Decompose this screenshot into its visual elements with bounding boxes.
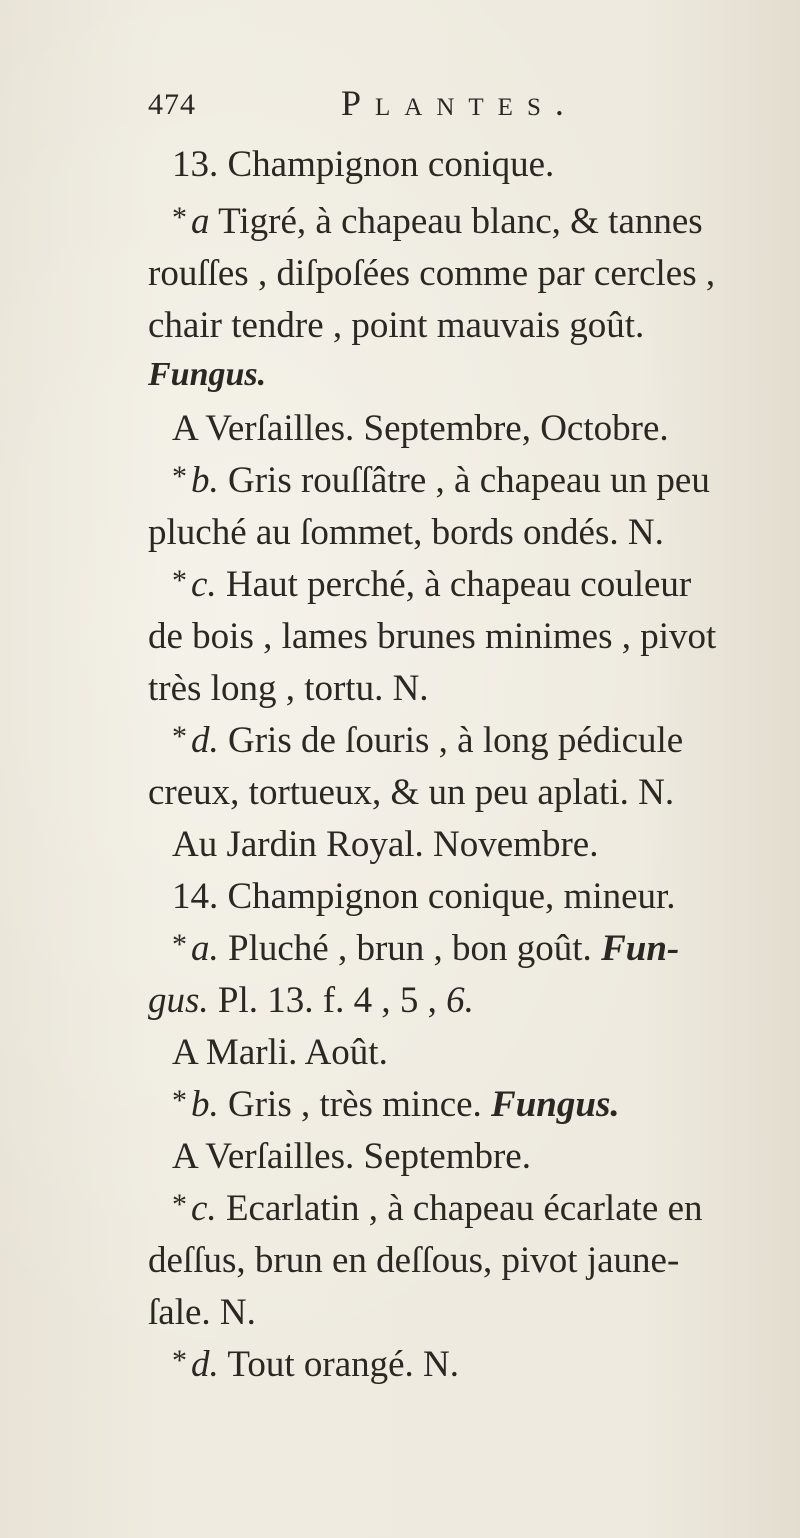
variety-letter: a.	[191, 928, 219, 969]
entry-13d	[172, 722, 800, 759]
page-header	[148, 82, 668, 132]
latin-name: Fungus.	[148, 356, 267, 393]
entry-14c	[172, 1190, 800, 1227]
asterisk-mark: *	[172, 720, 187, 753]
entry-13b	[172, 462, 800, 499]
entry-text: Tigré, à chapeau blanc, & tannes	[209, 201, 703, 242]
page-number: 474	[148, 88, 196, 121]
latin-name: Fungus.	[491, 1084, 620, 1125]
text-line: chair tendre , point mauvais goût.	[148, 305, 645, 346]
asterisk-mark: *	[172, 460, 187, 493]
location-line: Au Jardin Royal. Novembre.	[172, 824, 599, 865]
entry-heading-14: 14. Champignon conique, mineur.	[172, 876, 676, 917]
asterisk-mark: *	[172, 1084, 187, 1117]
variety-letter: c.	[191, 564, 217, 605]
entry-text: Gris , très mince.	[218, 1084, 492, 1125]
variety-letter: c.	[191, 1188, 217, 1229]
entry-14a	[172, 930, 800, 967]
text-line	[148, 982, 788, 1019]
text-line: très long , tortu. N.	[148, 668, 429, 709]
entry-text: Tout orangé. N.	[218, 1344, 460, 1385]
location-line: A Verſailles. Septembre.	[172, 1136, 531, 1177]
entry-13c	[172, 566, 800, 603]
entry-text: Gris rouſſâtre , à chapeau un peu	[218, 460, 710, 501]
entry-14d	[172, 1346, 800, 1383]
entry-text: Ecarlatin , à chapeau écarlate en	[216, 1188, 703, 1229]
location-line: A Marli. Août.	[172, 1032, 388, 1073]
text-line: creux, tortueux, & un peu aplati. N.	[148, 772, 675, 813]
variety-letter: a	[191, 201, 210, 242]
asterisk-mark: *	[172, 201, 187, 234]
variety-letter: b.	[191, 1084, 219, 1125]
figure-number: 6.	[446, 980, 474, 1021]
entry-text: Gris de ſouris , à long pédicule	[218, 720, 684, 761]
asterisk-mark: *	[172, 1344, 187, 1377]
asterisk-mark: *	[172, 564, 187, 597]
entry-text: Haut perché, à chapeau couleur	[216, 564, 692, 605]
text-line: deſſus, brun en deſſous, pivot jaune-	[148, 1240, 680, 1281]
running-title: Plantes.	[341, 83, 578, 123]
text-line: rouſſes , diſpoſées comme par cercles ,	[148, 253, 716, 294]
variety-letter: d.	[191, 1344, 219, 1385]
text-line: de bois , lames brunes minimes , pivot	[148, 616, 717, 657]
entry-13a	[172, 203, 800, 240]
entry-heading-13: 13. Champignon conique.	[172, 144, 555, 185]
asterisk-mark: *	[172, 1188, 187, 1221]
variety-letter: b.	[191, 460, 219, 501]
text-line: pluché au ſommet, bords ondés. N.	[148, 512, 664, 553]
latin-name: gus.	[148, 980, 209, 1021]
variety-letter: d.	[191, 720, 219, 761]
entry-text: Pluché , brun , bon goût.	[218, 928, 602, 969]
latin-name: Fun-	[601, 928, 680, 969]
asterisk-mark: *	[172, 928, 187, 961]
text-line: ſale. N.	[148, 1292, 256, 1333]
entry-14b	[172, 1086, 800, 1123]
location-line: A Verſailles. Septembre, Octobre.	[172, 408, 669, 449]
plate-reference: Pl. 13. f. 4 , 5 ,	[208, 980, 447, 1021]
